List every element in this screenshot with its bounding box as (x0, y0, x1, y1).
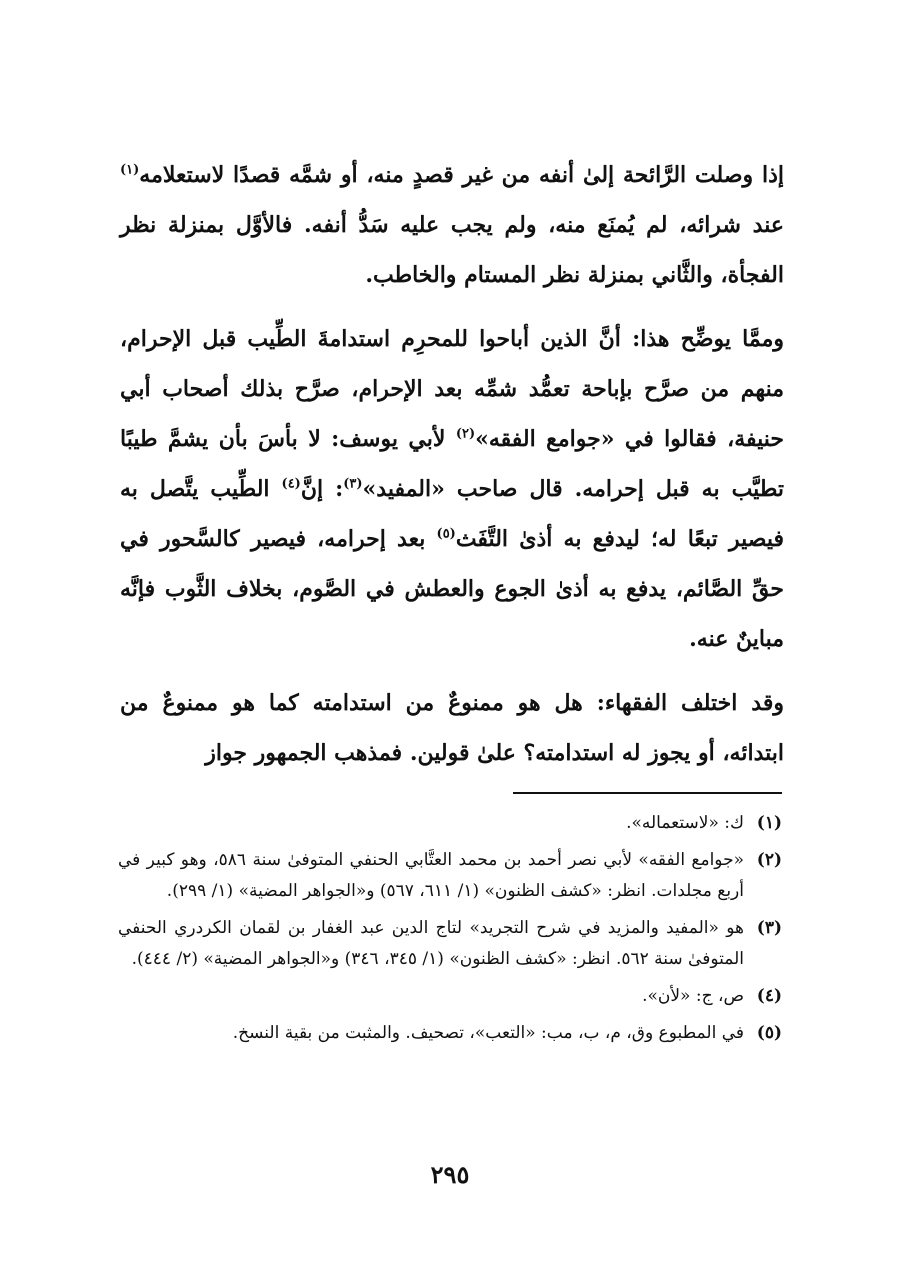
footnote-ref[interactable]: (٣) (343, 476, 363, 492)
footnote-ref[interactable]: (٥) (436, 526, 456, 542)
paragraph (120, 150, 784, 300)
footnote-text: «جوامع الفقه» لأبي نصر أحمد بن محمد العتَّابي الحنفي المتوفىٰ سنة ٥٨٦، وهو كبير في أربع مجلدات. انظر: «كشف الظنون» (١/ ٦١١، ٥٦٧) و«الجواهر المضية» (١/ ٢٩٩). (118, 850, 744, 901)
footnote-ref[interactable]: (١) (120, 162, 140, 178)
footnote-text: في المطبوع وق، م، ب، مب: «التعب»، تصحيف. والمثبت من بقية النسخ. (232, 1023, 744, 1043)
footnote-number: (٤) (756, 986, 782, 1006)
paragraph (120, 314, 784, 664)
footnote-number: (١) (756, 813, 782, 833)
footnotes (118, 808, 782, 1055)
main-text (120, 150, 784, 792)
footnote-divider (513, 792, 782, 794)
footnote-ref[interactable]: (٢) (455, 426, 476, 442)
paragraph (120, 678, 784, 778)
footnote-number: (٣) (756, 918, 782, 938)
text-segment: الطِّيب يتَّصل به فيصير تبعًا له؛ ليدفع به أذىٰ التَّفَث (120, 476, 784, 552)
footnote-text: هو «المفيد والمزيد في شرح التجريد» لتاج الدين عبد الغفار بن لقمان الكردري الحنفي المتوفىٰ سنة ٥٦٢. انظر: «كشف الظنون» (١/ ٣٤٥، ٣٤٦) و«الجواهر المضية» (٢/ ٤٤٤). (118, 918, 744, 969)
text-segment: وممَّا يوضِّح هذا: أنَّ الذين أباحوا للمحرِم استدامةَ الطِّيب قبل الإحرام، منهم من صرَّح بإباحة تعمُّد شمِّه بعد الإحرام، صرَّح بذلك أصحاب أبي حنيفة، فقالوا في «جوامع الفقه» (120, 326, 785, 452)
footnote-text: ك: «لاستعماله». (626, 813, 744, 833)
footnote (118, 845, 782, 907)
text-segment: لأبي يوسف: لا بأسَ بأن يشمَّ طيبًا تطيَّب به قبل إحرامه. قال صاحب «المفيد» (120, 426, 784, 502)
footnote (118, 981, 782, 1012)
text-segment: بعد إحرامه، فيصير كالسَّحور في حقِّ الصَّائم، يدفع به أذىٰ الجوع والعطش في الصَّوم، بخلاف الثَّوب فإنَّه مباينٌ عنه. (120, 526, 784, 652)
footnote-text: ص، ج: «لأن». (642, 986, 744, 1006)
text-segment: : إنَّ (300, 476, 344, 502)
footnote (118, 808, 782, 839)
text-segment: وقد اختلف الفقهاء: هل هو ممنوعٌ من استدامته كما هو ممنوعٌ من ابتدائه، أو يجوز له استدامته؟ علىٰ قولين. فمذهب الجمهور جواز (120, 690, 784, 766)
footnote-ref[interactable]: (٤) (281, 476, 301, 492)
footnote (118, 913, 782, 975)
footnote-number: (٢) (756, 850, 782, 870)
text-segment: عند شرائه، لم يُمنَع منه، ولم يجب عليه سَدُّ أنفه. فالأوَّل بمنزلة نظر الفجأة، والثَّاني بمنزلة نظر المستام والخاطب. (120, 212, 784, 288)
text-segment: إذا وصلت الرَّائحة إلىٰ أنفه من غير قصدٍ منه، أو شمَّه قصدًا لاستعلامه (139, 162, 784, 188)
page-number: ٢٩٥ (430, 1160, 470, 1189)
footnote-number: (٥) (756, 1023, 782, 1043)
footnote (118, 1018, 782, 1049)
